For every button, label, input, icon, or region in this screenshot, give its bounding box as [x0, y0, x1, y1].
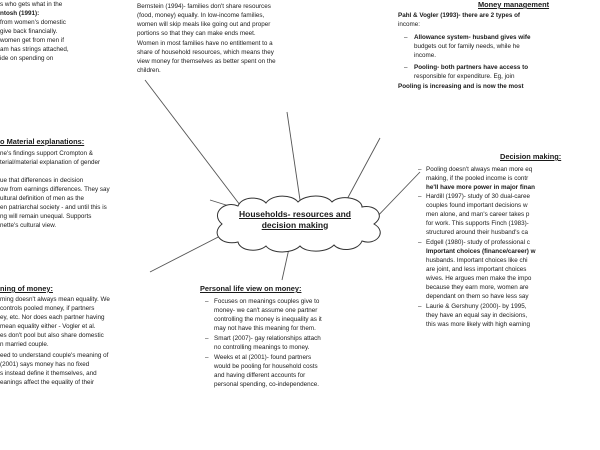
text-line: couples found important decisions w — [426, 202, 528, 209]
text-line: controlling the money is inequality as it — [214, 316, 322, 323]
bullet-icon: – — [418, 193, 422, 200]
text-line: income: — [398, 21, 421, 28]
text-line: Pahl & Vogler (1993)- there are 2 types of — [398, 12, 521, 19]
text-line: Smart (2007)- gay relationships attach — [214, 335, 321, 342]
text-line: Pooling- both partners have access to — [414, 64, 529, 71]
text-line: Pooling is increasing and is now the most — [398, 83, 524, 90]
text-line: Edgell (1980)- study of professional c — [426, 239, 530, 246]
text-line: ng will remain unequal. Supports — [0, 213, 92, 220]
text-line: Women in most families have no entitlement to a — [137, 40, 273, 47]
text-line: Hardill (1997)- study of 30 dual-caree — [426, 193, 530, 200]
bullet-icon: – — [418, 166, 422, 173]
text-line: give back financially. — [0, 28, 58, 35]
connector-left-low — [150, 232, 228, 272]
text-line: Important choices (finance/career) w — [426, 248, 536, 255]
text-line: s instead define it themselves, and — [0, 370, 97, 377]
text-line: wives. He argues men make the impo — [426, 275, 532, 282]
text-line: are joint, and less important choices — [426, 266, 527, 273]
text-line: structured around their husband's ca — [426, 229, 529, 236]
text-line: this was more likely with high earning — [426, 321, 530, 328]
text-line: es don't pool but also share domestic — [0, 332, 104, 339]
text-line: n married couple. — [0, 341, 49, 348]
text-line: responsible for expenditure. Eg, join — [414, 73, 515, 80]
text-line: personal spending, co-independence. — [214, 381, 320, 388]
text-line: and having different accounts for — [214, 372, 306, 379]
text-line: because they earn more, women are — [426, 284, 529, 291]
meaning-of-money-heading: ning of money: — [0, 284, 53, 293]
bullet-icon: – — [205, 298, 209, 305]
text-line: am has strings attached, — [0, 46, 69, 53]
text-line: income. — [414, 52, 437, 59]
text-line: eanings affect the equality of their — [0, 379, 95, 386]
text-line: would be pooling for household costs — [214, 363, 318, 370]
text-line: budgets out for family needs, while he — [414, 43, 520, 50]
bullet-icon: – — [205, 354, 209, 361]
text-line: women get from men if — [0, 37, 65, 44]
text-line: nette's cultural view. — [0, 222, 57, 229]
text-line: (food, money) equally. In low-income families, — [137, 12, 265, 19]
bullet-icon: – — [205, 335, 209, 342]
text-line: he'll have more power in major finan — [426, 184, 535, 191]
text-line: from women's domestic — [0, 19, 66, 26]
text-line: Allowance system- husband gives wife — [414, 34, 531, 41]
text-line: ultural definition of men as the — [0, 195, 85, 202]
text-line: ming doesn't always mean equality. We — [0, 296, 110, 303]
text-line: Bernstein (1994)- families don't share resources — [137, 3, 271, 10]
text-line: mean equality either - Vogler et al. — [0, 323, 96, 330]
text-line: Focuses on meanings couples give to — [214, 298, 320, 305]
text-line: ue that differences in decision — [0, 177, 84, 184]
connector-top-right — [345, 138, 380, 203]
text-line: s who gets what in the — [0, 1, 63, 8]
text-line: en patriarchal society - and until this is — [0, 204, 107, 211]
text-line: children. — [137, 67, 161, 74]
text-line: they have an equal say in decisions, — [426, 312, 528, 319]
text-line: dependant on them so have less say — [426, 293, 529, 300]
text-line: women will skip meals like going out and proper — [137, 21, 271, 28]
bullet-icon: – — [418, 239, 422, 246]
text-line: eed to understand couple's meaning of — [0, 352, 109, 359]
bullet-icon: – — [404, 64, 408, 71]
text-line: ide on spending on — [0, 55, 54, 62]
material-explanations-heading: o Material explanations: — [0, 137, 85, 146]
decision-making-heading: Decision making: — [500, 152, 562, 161]
text-line: portions so that they can make ends meet. — [137, 30, 256, 37]
text-line: ow from earnings differences. They say — [0, 186, 110, 193]
text-line: may not have this meaning for them. — [214, 325, 316, 332]
text-line: men alone, and man's career takes p — [426, 211, 530, 218]
text-line: for work. This supports Finch (1983)- — [426, 220, 529, 227]
bullet-icon: – — [418, 303, 422, 310]
text-line: no controlling meanings to money. — [214, 344, 310, 351]
money-management-heading: Money management — [478, 0, 550, 9]
text-line: terial/material explanation of gender — [0, 159, 101, 166]
text-line: Laurie & Gershuny (2000)- by 1995, — [426, 303, 527, 310]
text-line: ey, etc. Nor does each partner having — [0, 314, 105, 321]
personal-life-heading: Personal life view on money: — [200, 284, 302, 293]
text-line: making, if the pooled income is contr — [426, 175, 529, 182]
text-line: Weeks et al (2001)- found partners — [214, 354, 312, 361]
text-line: (2001) says money has no fixed — [0, 361, 90, 368]
connector-top-middle — [287, 112, 300, 200]
text-line: money- we can't assume one partner — [214, 307, 318, 314]
center-title-line1: Households- resources and — [239, 209, 351, 219]
text-line: Pooling doesn't always mean more eq — [426, 166, 533, 173]
center-title-line2: decision making — [261, 219, 329, 230]
center-topic — [220, 209, 370, 230]
text-line: share of household resources, which means they — [137, 49, 274, 56]
text-line: controls pooled money, if partners — [0, 305, 95, 312]
bullet-icon: – — [404, 34, 408, 41]
text-line: view money for themselves as better spent on the — [137, 58, 276, 65]
text-line: husbands. Important choices like chi — [426, 257, 528, 264]
text-line: ntosh (1991): — [0, 10, 40, 17]
text-line: ne's findings support Crompton & — [0, 150, 93, 157]
